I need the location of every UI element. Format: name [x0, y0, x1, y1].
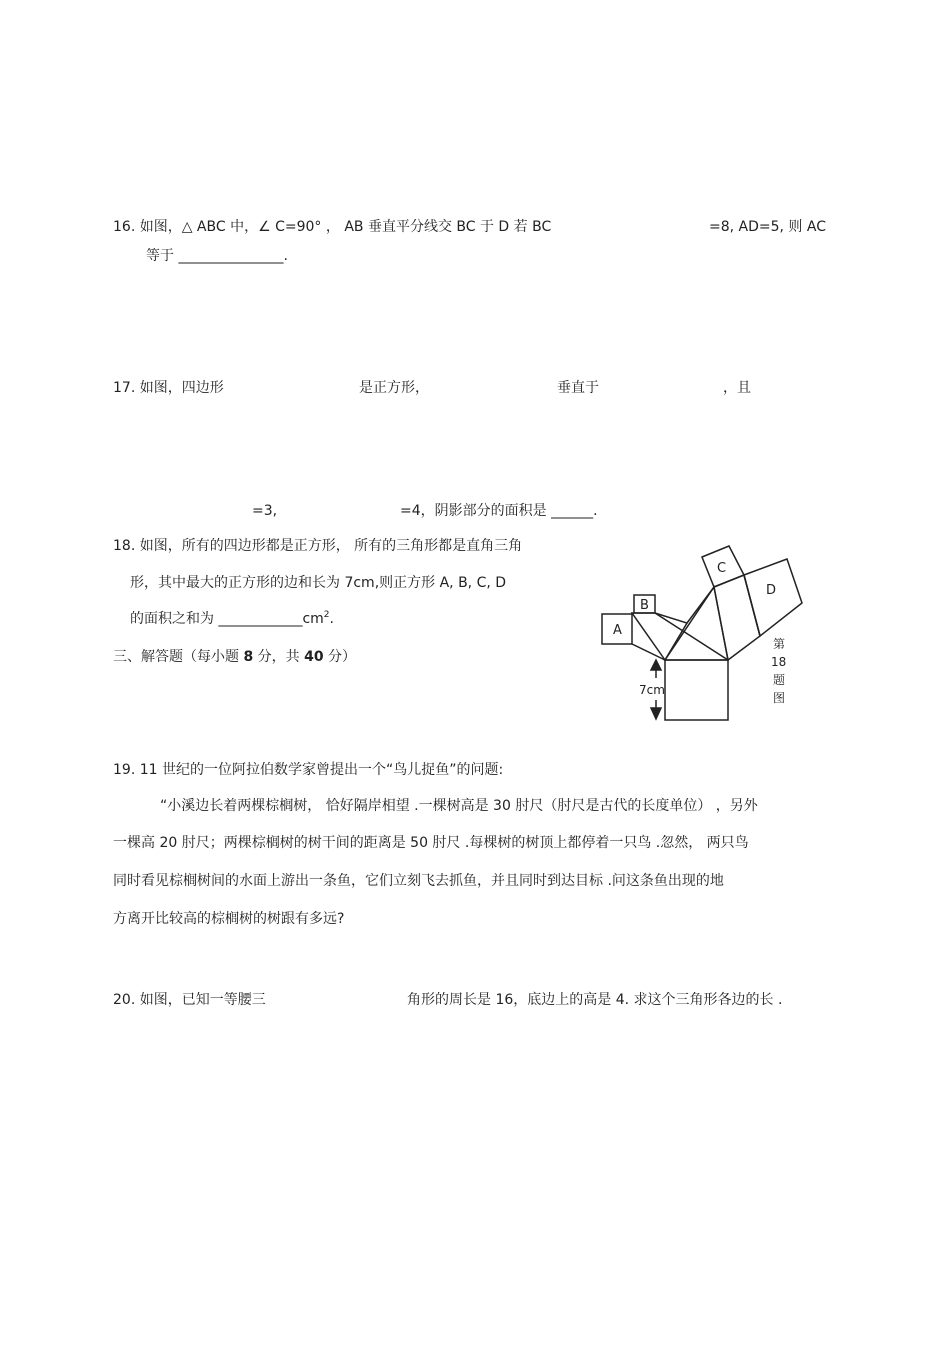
q19-line4: 同时看见棕榈树间的水面上游出一条鱼，它们立刻飞去抓鱼，并且同时到达目标 .问这条鱼出现的地: [113, 873, 724, 889]
figure-18: [590, 540, 810, 730]
label-7cm: 7cm: [639, 683, 665, 697]
section3-heading: 三、解答题（每小题 8 分，共 40 分）: [113, 649, 357, 665]
square-base: [665, 660, 728, 720]
q18-line3: 的面积之和为 $\_\_\_\_\_\_\_\_\_\_\_\_cm^2$.: [130, 610, 334, 627]
q19-line5: 方离开比较高的棕榈树的树跟有多远?: [113, 911, 345, 927]
q17-part5: =3,: [252, 503, 278, 519]
q19-line3: 一棵高 20 肘尺；两棵棕榈树的树干间的距离是 50 肘尺 .每棵树的树顶上都停着一只鸟 .忽然， 两只鸟: [113, 835, 749, 851]
label-b: B: [640, 598, 649, 613]
square-right-leg: [714, 575, 760, 660]
q17-part4: ，且: [723, 380, 751, 396]
q16-line1-start: 16. 如图，△ ABC 中，∠ C=90° ， AB 垂直平分线交 BC 于 D 若 BC: [113, 219, 552, 235]
q17-part1: 17. 如图，四边形: [113, 380, 224, 396]
q18-line2: 形，其中最大的正方形的边和长为 7cm,则正方形 A, B, C, D: [130, 575, 507, 591]
q19-line2: “小溪边长着两棵棕榈树， 恰好隔岸相望 .一棵树高是 30 肘尺（肘尺是古代的长度单位） ，另外: [160, 798, 758, 814]
q18-line1: 18. 如图，所有的四边形都是正方形， 所有的三角形都是直角三角: [113, 538, 523, 554]
caption-char-2: 18: [771, 655, 787, 669]
q16-line1-end: =8, AD=5, 则 AC: [709, 219, 826, 235]
caption-char-4: 图: [773, 691, 786, 705]
label-d: D: [766, 583, 777, 598]
label-a: A: [613, 623, 622, 638]
q17-part3: 垂直于: [557, 380, 599, 396]
caption-char-1: 第: [773, 637, 786, 651]
q19-line1: 19. 11 世纪的一位阿拉伯数学家曾提出一个“鸟儿捉鱼”的问题:: [113, 762, 504, 778]
q20-part1: 20. 如图，已知一等腰三: [113, 992, 266, 1008]
triangle-main: [665, 587, 728, 660]
q17-part2: 是正方形，: [359, 380, 429, 396]
square-left-leg: [632, 613, 687, 660]
q17-part6: =4，阴影部分的面积是 ______.: [400, 503, 598, 519]
caption-char-3: 题: [773, 673, 786, 687]
label-c: C: [717, 561, 727, 576]
superscript-2: 2: [323, 610, 330, 620]
q20-part2: 角形的周长是 16，底边上的高是 4. 求这个三角形各边的长 .: [407, 992, 783, 1008]
q16-line2: 等于 _______________.: [146, 248, 288, 264]
